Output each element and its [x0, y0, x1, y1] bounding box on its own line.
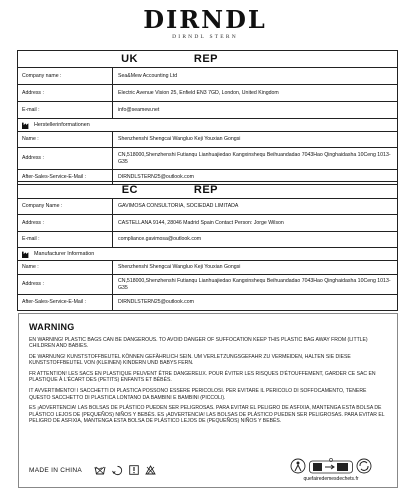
triman-figure-icon: [290, 458, 306, 474]
ec-code: EC: [121, 184, 138, 196]
row-label: Company Name :: [18, 199, 113, 214]
uk-company-row: [18, 68, 397, 85]
sorting-bins-icon: [309, 458, 353, 474]
row-value: Shenzhenshi Shengcai Wangluo Keji Youxian Gongsi: [118, 136, 241, 143]
recycle-loop-icon: [112, 465, 123, 476]
flammable-warning-icon: [129, 465, 139, 475]
triman-logo: [275, 458, 387, 482]
row-value: CN,518000,Shenzhenshi Futianqu Lianhuajiedao Kangxinshequ Beihuandadao 7043Hao Qinghaidasha 10Ceng 1013-G35: [118, 152, 391, 165]
row-label: Company name :: [18, 68, 113, 84]
warning-de: DE WARNUNG! KUNSTSTOFFBEUTEL KÖNNEN GEFÄHRLICH SEIN. UM VERLETZUNGSGEFAHR ZU VERMEIDEN, HALTEN SIE DIESE KUNSTSTOFFBEUTEL VON (KLEINEN) KINDERN UND BABYS FERN.: [29, 354, 351, 367]
manufacturer-heading-text: Manufacturer Information: [34, 251, 95, 257]
warning-fr: FR ATTENTION! LES SACS EN PLASTIQUE PEUVENT ÊTRE DANGEREUX. POUR ÉVITER LES RISQUES D'ÉTOUFFEMENT, GARDER CE SAC EN PLASTIQUE À L'ÉCART DES (PETITS) ENFANTS ET BÉBÉS.: [29, 371, 376, 384]
row-label: Address :: [18, 148, 113, 169]
care-icons: [94, 465, 156, 476]
row-label: Address :: [18, 275, 113, 294]
uk-mfr-address-row: [18, 148, 397, 170]
row-label: Name :: [18, 261, 113, 274]
ec-rep-header: [18, 182, 397, 199]
row-label: Address :: [18, 215, 113, 231]
row-label: After-Sales-Service-E-Mail :: [18, 170, 113, 184]
uk-rep-table: [17, 50, 398, 185]
uk-manufacturer-heading: [18, 119, 397, 132]
ec-address-row: [18, 215, 397, 232]
uk-code: UK: [121, 53, 138, 65]
uk-rep-label: REP: [193, 53, 218, 65]
row-value: info@seamew.net: [118, 106, 160, 113]
row-value: Electric Avenue Vision 25, Enfield EN3 7GD, London, United Kingdom: [118, 89, 279, 96]
uk-email-row: [18, 102, 397, 119]
row-value: Sea&Mew Accounting Ltd: [118, 72, 178, 79]
row-label: After-Sales-Service-E-Mail :: [18, 295, 113, 310]
row-value: GAVIMOSA CONSULTORIA, SOCIEDAD LIMITADA: [118, 203, 239, 210]
uk-mfr-name-row: [18, 132, 397, 148]
ec-mfr-address-row: [18, 275, 397, 295]
factory-icon: [22, 121, 30, 129]
ec-email-row: [18, 232, 397, 248]
ec-aftersales-row: [18, 295, 397, 310]
triman-url: quefairedemesdechets.fr: [303, 476, 359, 482]
ec-mfr-name-row: [18, 261, 397, 275]
do-not-wash-icon: [94, 465, 106, 475]
ec-rep-label: REP: [193, 184, 218, 196]
row-value: Shenzhenshi Shengcai Wangluo Keji Youxian Gongsi: [118, 264, 241, 271]
warning-es: ES ¡ADVERTENCIA! LAS BOLSAS DE PLÁSTICO PUEDEN SER PELIGROSAS. PARA EVITAR EL PELIGRO DE ASFIXIA, MANTENGA ESTA BOLSA DE PLÁSTICO LEJOS DE (PEQUEÑOS) NIÑOS Y BEBÉS. ES ¡ADVERTENCIA! LAS BOLSAS DE PLÁSTICO PUEDEN SER PELIGROSAS. PARA EVITAR EL PELIGRO DE ASFIXIA, MANTENGA ESTA BOLSA DE PLÁSTICO LEJOS DE (PEQUEÑOS) NIÑOS Y BEBÉS.: [29, 405, 385, 424]
uk-rep-header: [18, 51, 397, 68]
warning-footer: [29, 458, 387, 482]
warning-title: WARNING: [29, 322, 75, 332]
row-value: CASTELLANA 9144, 28046 Madrid Spain Contact Person: Jorge Wilson: [118, 219, 284, 226]
made-in-label: MADE IN CHINA: [29, 466, 83, 474]
row-value: DIRNDLSTERN25@outlook.com: [118, 173, 194, 180]
row-label: E-mail :: [18, 232, 113, 247]
row-value: CN,518000,Shenzhenshi Futianqu Lianhuajiedao Kangxinshequ Beihuandadao 7043Hao Qinghaidasha 10Ceng 1013-G35: [118, 278, 391, 291]
ec-company-row: [18, 199, 397, 215]
logo-tagline: DIRNDL STERN: [172, 34, 238, 40]
warning-panel: [18, 313, 398, 488]
row-label: E-mail :: [18, 102, 113, 118]
triman-icons: [275, 458, 387, 474]
ec-rep-table: [17, 181, 398, 311]
brand-logo: [0, 5, 410, 40]
row-value: DIRNDLSTERN25@outlook.com: [118, 299, 194, 306]
row-label: Name :: [18, 132, 113, 147]
logo-mark: DIRNDL: [143, 5, 267, 34]
row-label: Address :: [18, 85, 113, 101]
triman-arrows-icon: [356, 458, 372, 474]
manufacturer-heading-text: Herstellerinformationen: [34, 122, 90, 128]
row-value: compliance.gavimosa@outlook.com: [118, 236, 202, 243]
warning-en: EN WARNING! PLASTIC BAGS CAN BE DANGEROUS. TO AVOID DANGER OF SUFFOCATION KEEP THIS PLASTIC BAG AWAY FROM (LITTLE) CHILDREN AND BABIES.: [29, 337, 368, 350]
no-bleach-icon: [145, 465, 156, 475]
factory-icon: [22, 250, 30, 258]
ec-manufacturer-heading: [18, 248, 397, 261]
uk-address-row: [18, 85, 397, 102]
warning-it: IT AVVERTIMENTO! I SACCHETTI DI PLASTICA POSSONO ESSERE PERICOLOSI. PER EVITARE IL PERICOLO DI SOFFOCAMENTO, TENERE QUESTO SACCHETTO DI PLASTICA LONTANO DA BAMBINI E BAMBINI (PICCOLI).: [29, 388, 367, 401]
